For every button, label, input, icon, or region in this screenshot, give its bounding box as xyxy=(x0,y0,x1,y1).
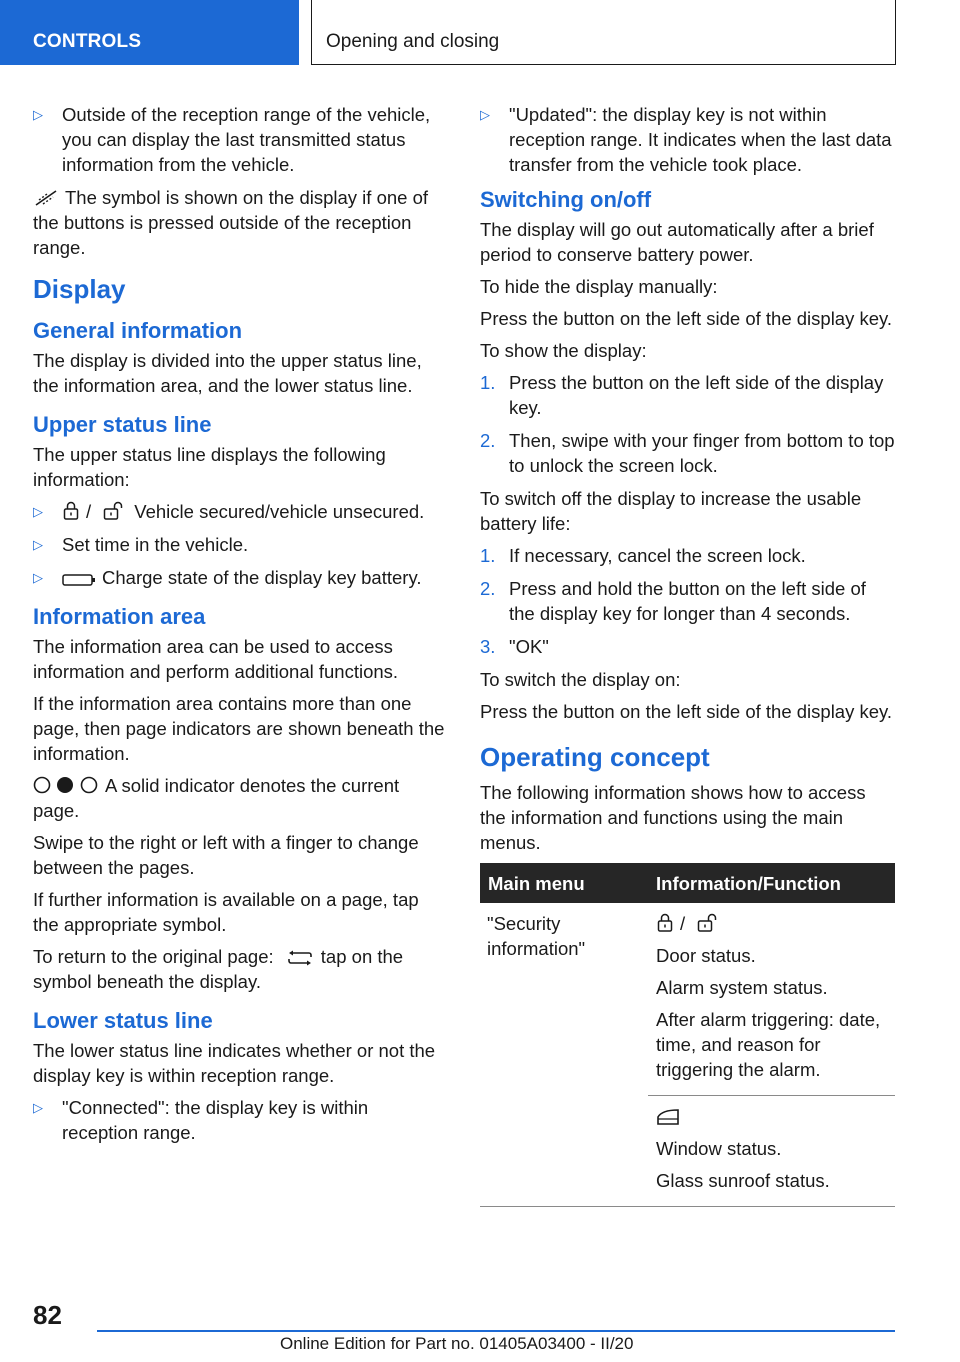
bullet-icon: ▷ xyxy=(33,504,43,519)
table-cell-function: / Door status. Alarm system status. After alarm triggering: date, time, and reason for triggering the alarm. xyxy=(648,903,895,1096)
list-item: ▷ "Updated": the display key is not within reception range. It indicates when the last data transfer from the vehicle took place. xyxy=(480,104,892,175)
switching-paragraph: The display will go out automatically after a brief period to conserve battery power. xyxy=(480,219,874,265)
header-title-box xyxy=(311,0,896,65)
table-cell-menu: "Security information" xyxy=(480,903,648,1207)
list-item: 1. Press the button on the left side of the display key. xyxy=(480,372,884,418)
return-icon xyxy=(287,950,313,966)
lock-closed-icon xyxy=(656,913,674,933)
info-paragraph: Swipe to the right or left with a finger to change between the pages. xyxy=(33,832,419,878)
info-area-heading: Information area xyxy=(33,604,206,629)
upper-status-heading: Upper status line xyxy=(33,412,212,437)
out-of-range-icon xyxy=(33,189,59,207)
bullet-icon: ▷ xyxy=(480,107,490,122)
switching-paragraph: Press the button on the left side of the display key. xyxy=(480,308,893,329)
upper-status-paragraph: The upper status line displays the following information: xyxy=(33,444,386,490)
footer-edition: Online Edition for Part no. 01405A03400 - II/20 xyxy=(280,1334,634,1353)
main-menu-table xyxy=(480,863,895,1207)
lower-status-heading: Lower status line xyxy=(33,1008,213,1033)
off-steps-list xyxy=(480,543,895,659)
list-item: ▷ Charge state of the display key battery. xyxy=(33,567,422,588)
info-paragraph: The information area can be used to access information and perform additional functions. xyxy=(33,636,399,682)
page-number: 82 xyxy=(33,1300,62,1330)
switching-paragraph: To switch the display on: xyxy=(480,669,681,690)
lower-status-paragraph: The lower status line indicates whether or not the display key is within reception range. xyxy=(33,1040,436,1086)
table-row xyxy=(480,903,895,1096)
intro-list xyxy=(33,102,446,177)
list-item: ▷ Set time in the vehicle. xyxy=(33,534,249,555)
header-section-label: CONTROLS xyxy=(33,31,142,52)
info-paragraph: If further information is available on a page, tap the appropriate symbol. xyxy=(33,889,419,935)
general-paragraph: The display is divided into the upper status line, the information area, and the lower status line. xyxy=(33,350,422,396)
table-header-main-menu: Main menu xyxy=(480,863,648,903)
general-heading: General information xyxy=(33,318,243,343)
table-header-info-function: Information/Function xyxy=(648,863,895,903)
list-item: 3. "OK" xyxy=(480,636,549,657)
slash: / xyxy=(86,501,92,522)
display-heading: Display xyxy=(33,274,126,304)
list-item: ▷ "Connected": the display key is within reception range. xyxy=(33,1097,369,1143)
right-column xyxy=(480,102,895,1207)
lock-closed-icon xyxy=(62,501,80,521)
lower-status-list xyxy=(33,1095,446,1145)
info-paragraph: If the information area contains more than one page, then page indicators are shown beneath the information. xyxy=(33,693,445,764)
operating-concept-paragraph: The following information shows how to access the information and functions using the main menus. xyxy=(480,782,866,853)
list-item: 2. Then, swipe with your finger from bottom to top to unlock the screen lock. xyxy=(480,430,895,476)
switching-heading: Switching on/off xyxy=(480,187,652,212)
bullet-icon: ▷ xyxy=(33,537,43,552)
lock-open-icon xyxy=(696,913,722,933)
switching-paragraph: To show the display: xyxy=(480,340,647,361)
show-steps-list xyxy=(480,370,895,478)
header-title: Opening and closing xyxy=(326,31,500,52)
bullet-icon: ▷ xyxy=(33,107,43,122)
switching-paragraph: Press the button on the left side of the display key. xyxy=(480,701,893,722)
out-of-range-paragraph: The symbol is shown on the display if one of the buttons is pressed outside of the reception range. xyxy=(33,187,428,258)
list-item: ▷ Outside of the reception range of the vehicle, you can display the last transmitted status information from the vehicle. xyxy=(33,104,431,175)
lock-open-icon xyxy=(102,501,128,521)
switching-paragraph: To hide the display manually: xyxy=(480,276,718,297)
bullet-icon: ▷ xyxy=(33,570,43,585)
footer-divider xyxy=(97,1330,895,1332)
upper-status-list xyxy=(33,499,446,590)
updated-list xyxy=(480,102,895,177)
list-item: 2. Press and hold the button on the left side of the display key for longer than 4 seconds. xyxy=(480,578,866,624)
slash: / xyxy=(680,913,686,934)
bullet-icon: ▷ xyxy=(33,1100,43,1115)
info-paragraph: To return to the original page: tap on the symbol beneath the display. xyxy=(33,946,404,992)
header-section-tab xyxy=(0,0,299,65)
window-icon xyxy=(656,1108,680,1126)
list-item: 1. If necessary, cancel the screen lock. xyxy=(480,545,806,566)
battery-icon xyxy=(62,573,96,587)
table-header-row xyxy=(480,863,895,903)
operating-concept-heading: Operating concept xyxy=(480,742,710,772)
page-indicator-icon xyxy=(33,775,99,795)
switching-paragraph: To switch off the display to increase the usable battery life: xyxy=(480,488,862,534)
left-column xyxy=(33,102,446,1153)
list-item: ▷ / Vehicle secured/vehicle unsecured. xyxy=(33,501,425,522)
info-paragraph: A solid indicator denotes the current page. xyxy=(33,775,400,821)
table-cell-function: Window status. Glass sunroof status. xyxy=(648,1096,895,1207)
